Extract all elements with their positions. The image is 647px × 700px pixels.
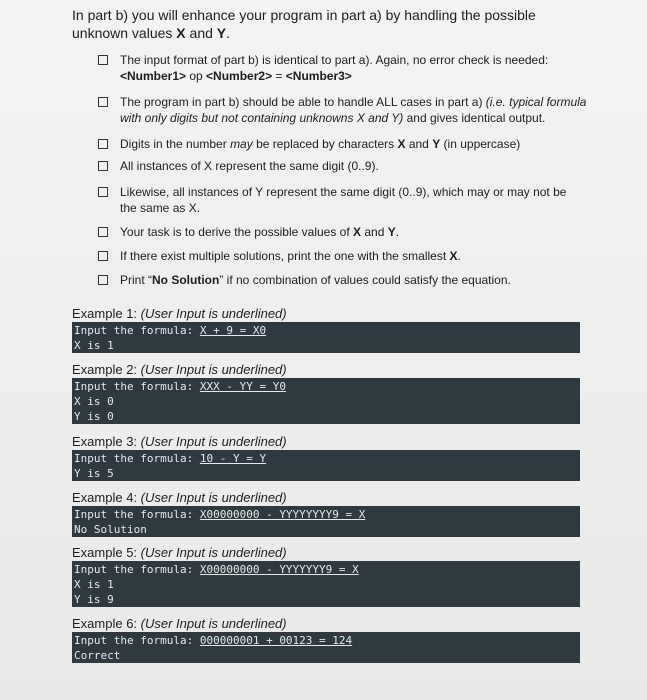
token: Input the formula: — [74, 324, 200, 337]
token: (User Input is underlined) — [140, 545, 287, 560]
user-input: 10 - Y = Y — [199, 452, 267, 465]
checkbox-icon — [98, 161, 108, 171]
bullet-line: Likewise, all instances of Y represent the same digit (0..9), which may or may not be — [120, 185, 567, 199]
token: be replaced by characters — [252, 137, 398, 151]
user-input: X00000000 - YYYYYYY9 = X — [199, 563, 359, 576]
checkbox-icon — [98, 97, 108, 107]
example-block — [72, 490, 580, 537]
console-line — [74, 633, 578, 648]
token: X — [353, 225, 362, 239]
console-line: Y is 9 — [74, 593, 114, 606]
console-line — [74, 379, 578, 394]
checkbox-icon — [98, 227, 108, 237]
bullet-line — [120, 248, 610, 264]
token: and — [361, 225, 388, 239]
token: <Number1> — [120, 69, 187, 83]
console-line: X is 0 — [74, 395, 114, 408]
console-line — [74, 562, 578, 577]
token: Your task is to derive the possible values of — [120, 225, 354, 239]
console-line: X is 1 — [74, 339, 114, 352]
token: Example 4: — [72, 490, 141, 505]
intro-y: Y — [216, 25, 227, 41]
example-title — [72, 490, 580, 506]
bullet-line — [120, 68, 610, 84]
token: with only digits but not containing unknowns X and Y) — [120, 111, 404, 125]
token: Y — [387, 225, 396, 239]
bullet-line — [120, 224, 610, 240]
checkbox-icon — [98, 275, 108, 285]
example-title — [72, 434, 580, 450]
token: . — [395, 225, 400, 239]
example-title — [72, 362, 580, 378]
intro-paragraph — [72, 6, 632, 42]
example-block — [72, 545, 580, 607]
example-block — [72, 306, 580, 353]
token: = — [272, 69, 286, 83]
token: Example 3: — [72, 434, 141, 449]
token: . — [457, 249, 461, 263]
bullet-line — [120, 136, 610, 152]
token: (in uppercase) — [440, 137, 521, 151]
user-input: X00000000 - YYYYYYYY9 = X — [199, 508, 366, 521]
console-output — [72, 450, 580, 481]
token: <Number2> — [206, 69, 273, 83]
token: (User Input is underlined) — [140, 362, 287, 377]
token: and gives identical output. — [403, 111, 546, 125]
user-input: XXX - YY = Y0 — [199, 380, 286, 393]
bullet-line — [120, 110, 610, 126]
intro-text: unknown values — [72, 25, 177, 41]
token: No Solution — [152, 273, 220, 287]
checkbox-icon — [98, 139, 108, 149]
token: Example 6: — [72, 616, 141, 631]
token: Example 5: — [72, 545, 141, 560]
bullet-line — [120, 272, 610, 288]
example-block — [72, 616, 580, 663]
console-output — [72, 322, 580, 353]
token: may — [230, 137, 253, 151]
token: Print “ — [120, 273, 153, 287]
example-title — [72, 616, 580, 632]
user-input: X + 9 = X0 — [199, 324, 267, 337]
console-line: X is 1 — [74, 578, 114, 591]
token: Y — [432, 137, 441, 151]
token: (i.e. typical formula — [485, 95, 587, 109]
bullet-line: the same as X. — [120, 201, 201, 215]
intro-x: X — [176, 25, 186, 41]
example-block — [72, 362, 580, 424]
checkbox-icon — [98, 251, 108, 261]
token: The program in part b) should be able to handle ALL cases in part a) — [120, 95, 486, 109]
console-line — [74, 507, 578, 522]
checkbox-icon — [98, 187, 108, 197]
console-line — [74, 451, 578, 466]
token: Example 2: — [72, 362, 141, 377]
token: Input the formula: — [74, 452, 200, 465]
bullet-line: The input format of part b) is identical to part a). Again, no error check is needed: — [120, 53, 549, 67]
console-line: No Solution — [74, 523, 147, 536]
token: op — [186, 69, 207, 83]
token: Input the formula: — [74, 634, 200, 647]
token: and — [405, 137, 433, 151]
token: (User Input is underlined) — [140, 306, 287, 321]
intro-line-1: In part b) you will enhance your program in part a) by handling the possible — [72, 7, 536, 23]
token: ” if no combination of values could satisfy the equation. — [219, 273, 511, 287]
token: (User Input is underlined) — [140, 490, 287, 505]
token: <Number3> — [285, 69, 352, 83]
token: Example 1: — [72, 306, 141, 321]
example-block — [72, 434, 580, 481]
token: (User Input is underlined) — [140, 616, 287, 631]
console-output — [72, 378, 580, 424]
intro-end: . — [226, 25, 231, 41]
user-input: 000000001 + 00123 = 124 — [199, 634, 353, 647]
token: Digits in the number — [120, 137, 231, 151]
token: If there exist multiple solutions, print the one with the smallest — [120, 249, 450, 263]
intro-line-2 — [72, 24, 632, 42]
checkbox-icon — [98, 55, 108, 65]
token: X — [397, 137, 406, 151]
console-output — [72, 561, 580, 607]
console-output — [72, 506, 580, 537]
token: X — [449, 249, 458, 263]
example-title — [72, 545, 580, 561]
token: Input the formula: — [74, 563, 200, 576]
console-line: Correct — [74, 649, 121, 662]
intro-and: and — [185, 25, 217, 41]
console-line — [74, 323, 578, 338]
console-line: Y is 0 — [74, 410, 114, 423]
console-line: Y is 5 — [74, 467, 114, 480]
token: Input the formula: — [74, 508, 200, 521]
console-output — [72, 632, 580, 663]
bullet-line: All instances of X represent the same digit (0..9). — [120, 159, 379, 173]
bullet-line — [120, 94, 610, 110]
token: Input the formula: — [74, 380, 200, 393]
example-title — [72, 306, 580, 322]
token: (User Input is underlined) — [140, 434, 287, 449]
